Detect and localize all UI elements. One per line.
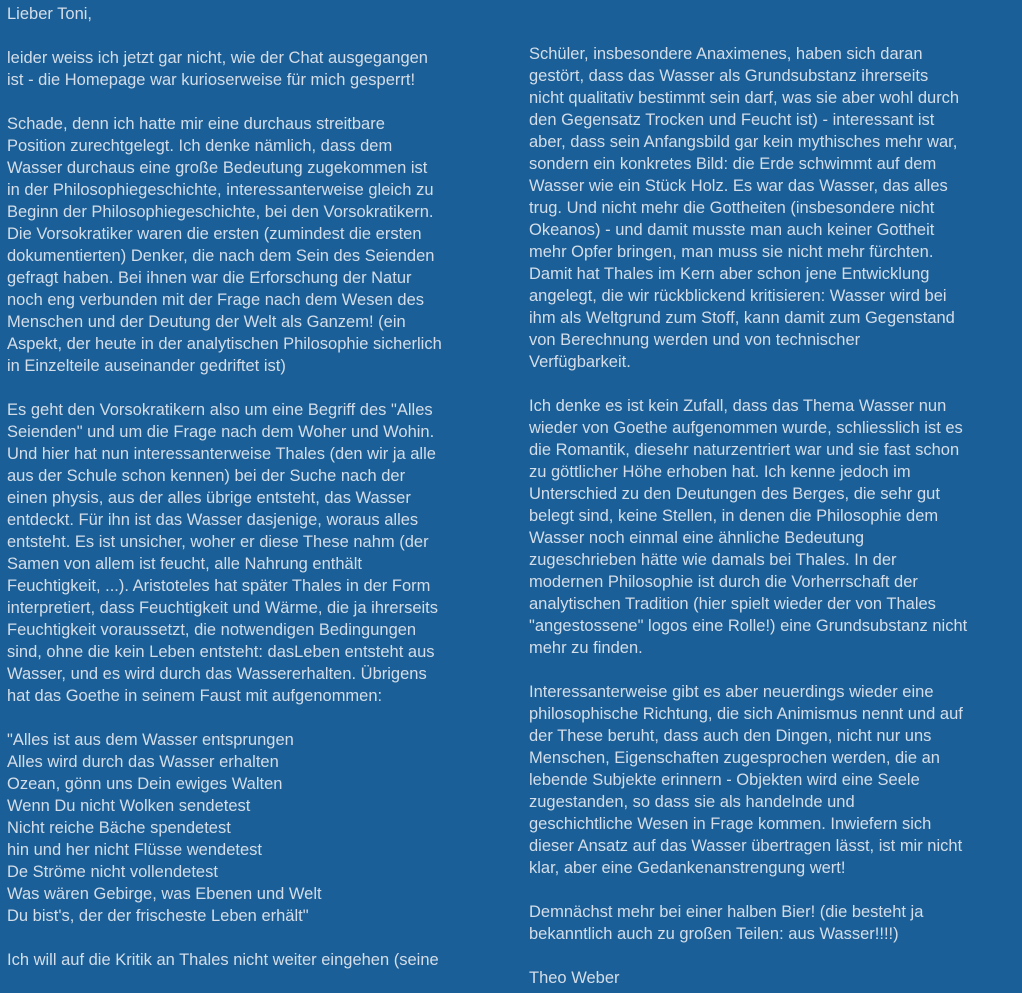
paragraph-romantik: Ich denke es ist kein Zufall, dass das Thema Wasser nun wieder von Goethe aufgenommen wurde, schliesslich ist es die Romantik, diesehr naturzentriert war und sie fast schon zu göttlicher Höhe erhoben hat. Ich kenne jedoch im Unterschied zu den Deutungen des Berges, die sehr gut belegt sind, keine Stellen, in denen die Philosophie dem Wasser noch einmal eine ähnliche Bedeutung zugeschrieben hätte wie damals bei Thales. In der modernen Philosophie ist durch die Vorherrschaft der analytischen Tradition (hier spielt wieder der von Thales "angestossene" logos eine Rolle!) eine Grundsubstanz nicht mehr zu finden. bbox=[529, 397, 968, 657]
letter-right-column bbox=[529, 43, 1019, 989]
paragraph-position: Schade, denn ich hatte mir eine durchaus streitbare Position zurechtgelegt. Ich denke nämlich, dass dem Wasser durchaus eine große Bedeutung zugekommen ist in der Philosophiegeschichte, interessanterweise gleich zu Beginn der Philosophiegeschichte, bei den Vorsokratikern. Die Vorsokratiker waren die ersten (zumindest die ersten dokumentierten) Denker, die nach dem Sein des Seienden gefragt haben. Bei ihnen war die Erforschung der Natur noch eng verbunden mit der Frage nach dem Wesen des Menschen und der Deutung der Welt als Ganzem! (ein Aspekt, der heute in der analytischen Philosophie sicherlich in Einzelteile auseinander gedriftet ist) bbox=[7, 115, 442, 375]
paragraph-thales: Es geht den Vorsokratikern also um eine Begriff des "Alles Seienden" und um die Frage nach dem Woher und Wohin. Und hier hat nun interessanterweise Thales (den wir ja alle aus der Schule schon kennen) bei der Suche nach der einen physis, aus der alles übrige entsteht, das Wasser entdeckt. Für ihn ist das Wasser dasjenige, woraus alles entsteht. Es ist unsicher, woher er diese These nahm (der Samen von allem ist feucht, alle Nahrung enthält Feuchtigkeit, ...). Aristoteles hat später Thales in der Form interpretiert, dass Feuchtigkeit und Wärme, die ja ihrerseits Feuchtigkeit voraussetzt, die notwendigen Bedingungen sind, ohne die kein Leben entsteht: dasLeben entsteht aus Wasser, und es wird durch das Wassererhalten. Übrigens hat das Goethe in seinem Faust mit aufgenommen: bbox=[7, 401, 439, 705]
paragraph-critique-start: Ich will auf die Kritik an Thales nicht weiter eingehen (seine bbox=[7, 951, 439, 969]
paragraph-animismus: Interessanterweise gibt es aber neuerdings wieder eine philosophische Richtung, die sich Animismus nennt und auf der These beruht, dass auch den Dingen, nicht nur uns Menschen, Eigenschaften zugesprochen werden, die an lebende Subjekte erinnern - Objekten wird eine Seele zugestanden, so dass sie als handelnde und geschichtliche Wesen in Frage kommen. Inwiefern sich dieser Ansatz auf das Wasser übertragen lässt, ist mir nicht klar, aber eine Gedankenanstrengung wert! bbox=[529, 683, 963, 877]
letter-greeting: Lieber Toni, bbox=[7, 5, 93, 23]
paragraph-closing: Demnächst mehr bei einer halben Bier! (die besteht ja bekanntlich auch zu großen Teilen: aus Wasser!!!!) bbox=[529, 903, 924, 943]
signature: Theo Weber bbox=[529, 969, 620, 987]
paragraph-critique-continued: Schüler, insbesondere Anaximenes, haben sich daran gestört, dass das Wasser als Grundsubstanz ihrerseits nicht qualitativ bestimmt sein darf, was sie aber wohl durch den Gegensatz Trocken und Feucht ist) - interessant ist aber, dass sein Anfangsbild gar kein mythisches mehr war, sondern ein konkretes Bild: die Erde schwimmt auf dem Wasser wie ein Stück Holz. Es war das Wasser, das alles trug. Und nicht mehr die Gottheiten (insbesondere nicht Okeanos) - und damit musste man auch keiner Gottheit mehr Opfer bringen, man muss sie nicht mehr fürchten. Damit hat Thales im Kern aber schon jene Entwicklung angelegt, die wir rückblickend kritisieren: Wasser wird bei ihm als Weltgrund zum Stoff, kann damit zum Gegenstand von Berechnung werden und von technischer Verfügbarkeit. bbox=[529, 45, 960, 371]
goethe-quote: "Alles ist aus dem Wasser entsprungen Alles wird durch das Wasser erhalten Ozean, gönn uns Dein ewiges Walten Wenn Du nicht Wolken sendetest Nicht reiche Bäche spendetest hin und her nicht Flüsse wendetest De Ströme nicht vollendetest Was wären Gebirge, was Ebenen und Welt Du bist's, der der frischeste Leben erhält" bbox=[7, 731, 322, 925]
letter-left-column bbox=[7, 3, 507, 993]
paragraph-chat: leider weiss ich jetzt gar nicht, wie der Chat ausgegangen ist - die Homepage war kurioserweise für mich gesperrt! bbox=[7, 49, 428, 89]
